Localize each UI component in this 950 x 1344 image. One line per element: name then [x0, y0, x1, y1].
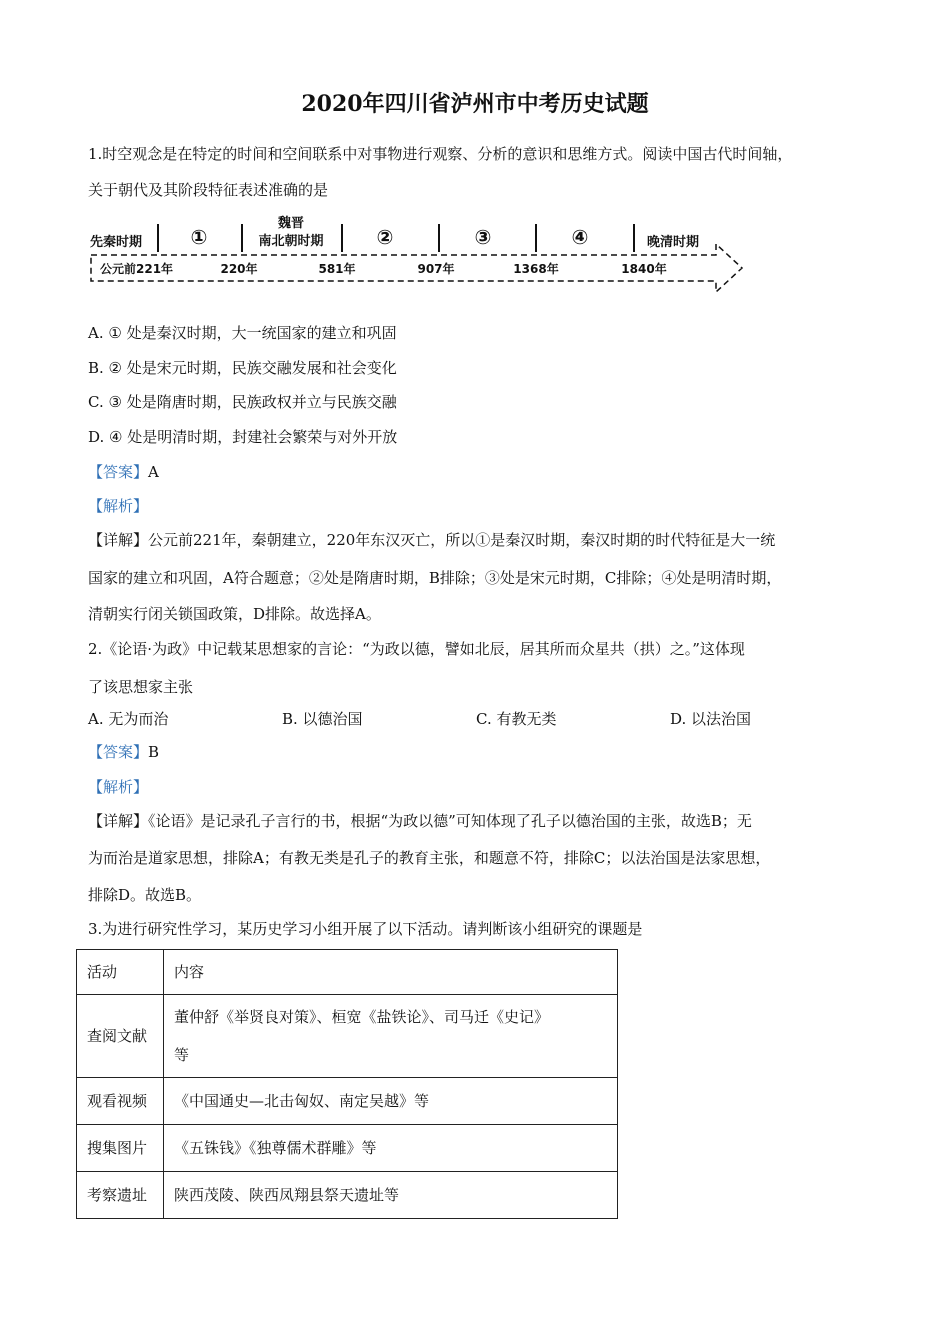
q2-option-c: C. 有教无类 [476, 710, 557, 728]
q2-detail-cont: 为而治是道家思想，排除A；有教无类是孔子的教育主张，和题意不符，排除C；以法治国是法家思想， [88, 849, 771, 867]
q1-option-c: C. ③ 处是隋唐时期，民族政权并立与民族交融 [88, 393, 397, 411]
q2-detail-cont: 排除D。故选B。 [88, 886, 202, 904]
table-header: 活动 [77, 950, 164, 995]
year-label: 1368年 [513, 262, 559, 276]
q1-option-d: D. ④ 处是明清时期，封建社会繁荣与对外开放 [88, 428, 398, 446]
q1-detail-cont: 国家的建立和巩固，A符合题意；②处是隋唐时期，B排除；③处是宋元时期，C排除；④处是明清时期， [88, 569, 782, 587]
detail-text: 《论语》是记录孔子言行的书，根据“为政以德”可知体现了孔子以德治国的主张，故选B；无 [148, 812, 752, 830]
q1-detail-cont: 清朝实行闭关锁国政策，D排除。故选择A。 [88, 605, 381, 623]
detail-text: 公元前221年，秦朝建立，220年东汉灭亡，所以①是秦汉时期，秦汉时期的时代特征是大一统 [148, 531, 776, 549]
table-row [77, 1078, 618, 1125]
table-cell: 查阅文献 [77, 995, 164, 1078]
q1-stem: 1.时空观念是在特定的时间和空间联系中对事物进行观察、分析的意识和思维方式。阅读中国古代时间轴， [88, 145, 793, 163]
q2-option-b: B. 以德治国 [282, 710, 363, 728]
q3-stem: 3.为进行研究性学习，某历史学习小组开展了以下活动。请判断该小组研究的课题是 [88, 920, 643, 938]
period-label: 先秦时期 [90, 235, 143, 250]
table-cell: 《中国通史—北击匈奴、南定吴越》等 [164, 1078, 618, 1125]
period-label: 南北朝时期 [258, 234, 324, 249]
table-cell: 《五铢钱》《独尊儒术群雕》等 [164, 1125, 618, 1172]
q1-option-a: A. ① 处是秦汉时期，大一统国家的建立和巩固 [88, 324, 397, 342]
table-cell: 观看视频 [77, 1078, 164, 1125]
answer-label: 【答案】 [88, 743, 149, 761]
table-cell [164, 995, 618, 1078]
page-title: 2020年四川省泸州市中考历史试题 [301, 91, 649, 117]
q2-option-d: D. 以法治国 [670, 710, 752, 728]
period-label: 晚清时期 [647, 235, 700, 250]
table-cell: 陕西茂陵、陕西凤翔县祭天遗址等 [164, 1172, 618, 1219]
year-label: 581年 [318, 262, 356, 276]
timeline-diagram [86, 210, 751, 300]
period-label: 魏晋 [277, 216, 305, 231]
year-label: 1840年 [621, 262, 667, 276]
q1-stem-cont: 关于朝代及其阶段特征表述准确的是 [88, 181, 329, 199]
q2-option-a: A. 无为而治 [88, 710, 169, 728]
year-label: 220年 [220, 262, 258, 276]
q1-answer [88, 462, 159, 482]
table-row [77, 995, 618, 1078]
table-header-row [77, 950, 618, 995]
answer-value: A [148, 463, 159, 481]
q2-analysis-label: 【解析】 [88, 778, 149, 796]
table-header: 内容 [164, 950, 618, 995]
period-label: ① [190, 225, 208, 249]
q1-analysis-label: 【解析】 [88, 497, 149, 515]
table-cell: 搜集图片 [77, 1125, 164, 1172]
cell-line: 等 [174, 1046, 190, 1064]
q1-option-b: B. ② 处是宋元时期，民族交融发展和社会变化 [88, 359, 397, 377]
q2-stem-cont: 了该思想家主张 [88, 678, 194, 696]
activity-table [76, 949, 618, 1219]
detail-label: 【详解】 [88, 812, 149, 830]
answer-label: 【答案】 [88, 463, 149, 481]
q2-stem: 2.《论语·为政》中记载某思想家的言论：“为政以德，譬如北辰，居其所而众星共（拱）之。”这体现 [88, 640, 745, 658]
period-label: ③ [474, 225, 492, 249]
year-label: 公元前221年 [100, 262, 174, 276]
cell-line: 董仲舒《举贤良对策》、桓宽《盐铁论》、司马迁《史记》 [174, 1008, 550, 1026]
table-row [77, 1125, 618, 1172]
q2-detail [88, 811, 752, 831]
detail-label: 【详解】 [88, 531, 149, 549]
table-cell: 考察遗址 [77, 1172, 164, 1219]
answer-value: B [148, 743, 160, 761]
table-row [77, 1172, 618, 1219]
q2-answer [88, 742, 159, 762]
period-label: ② [376, 225, 394, 249]
period-label: ④ [571, 225, 589, 249]
q1-detail [88, 530, 775, 550]
year-label: 907年 [417, 262, 455, 276]
